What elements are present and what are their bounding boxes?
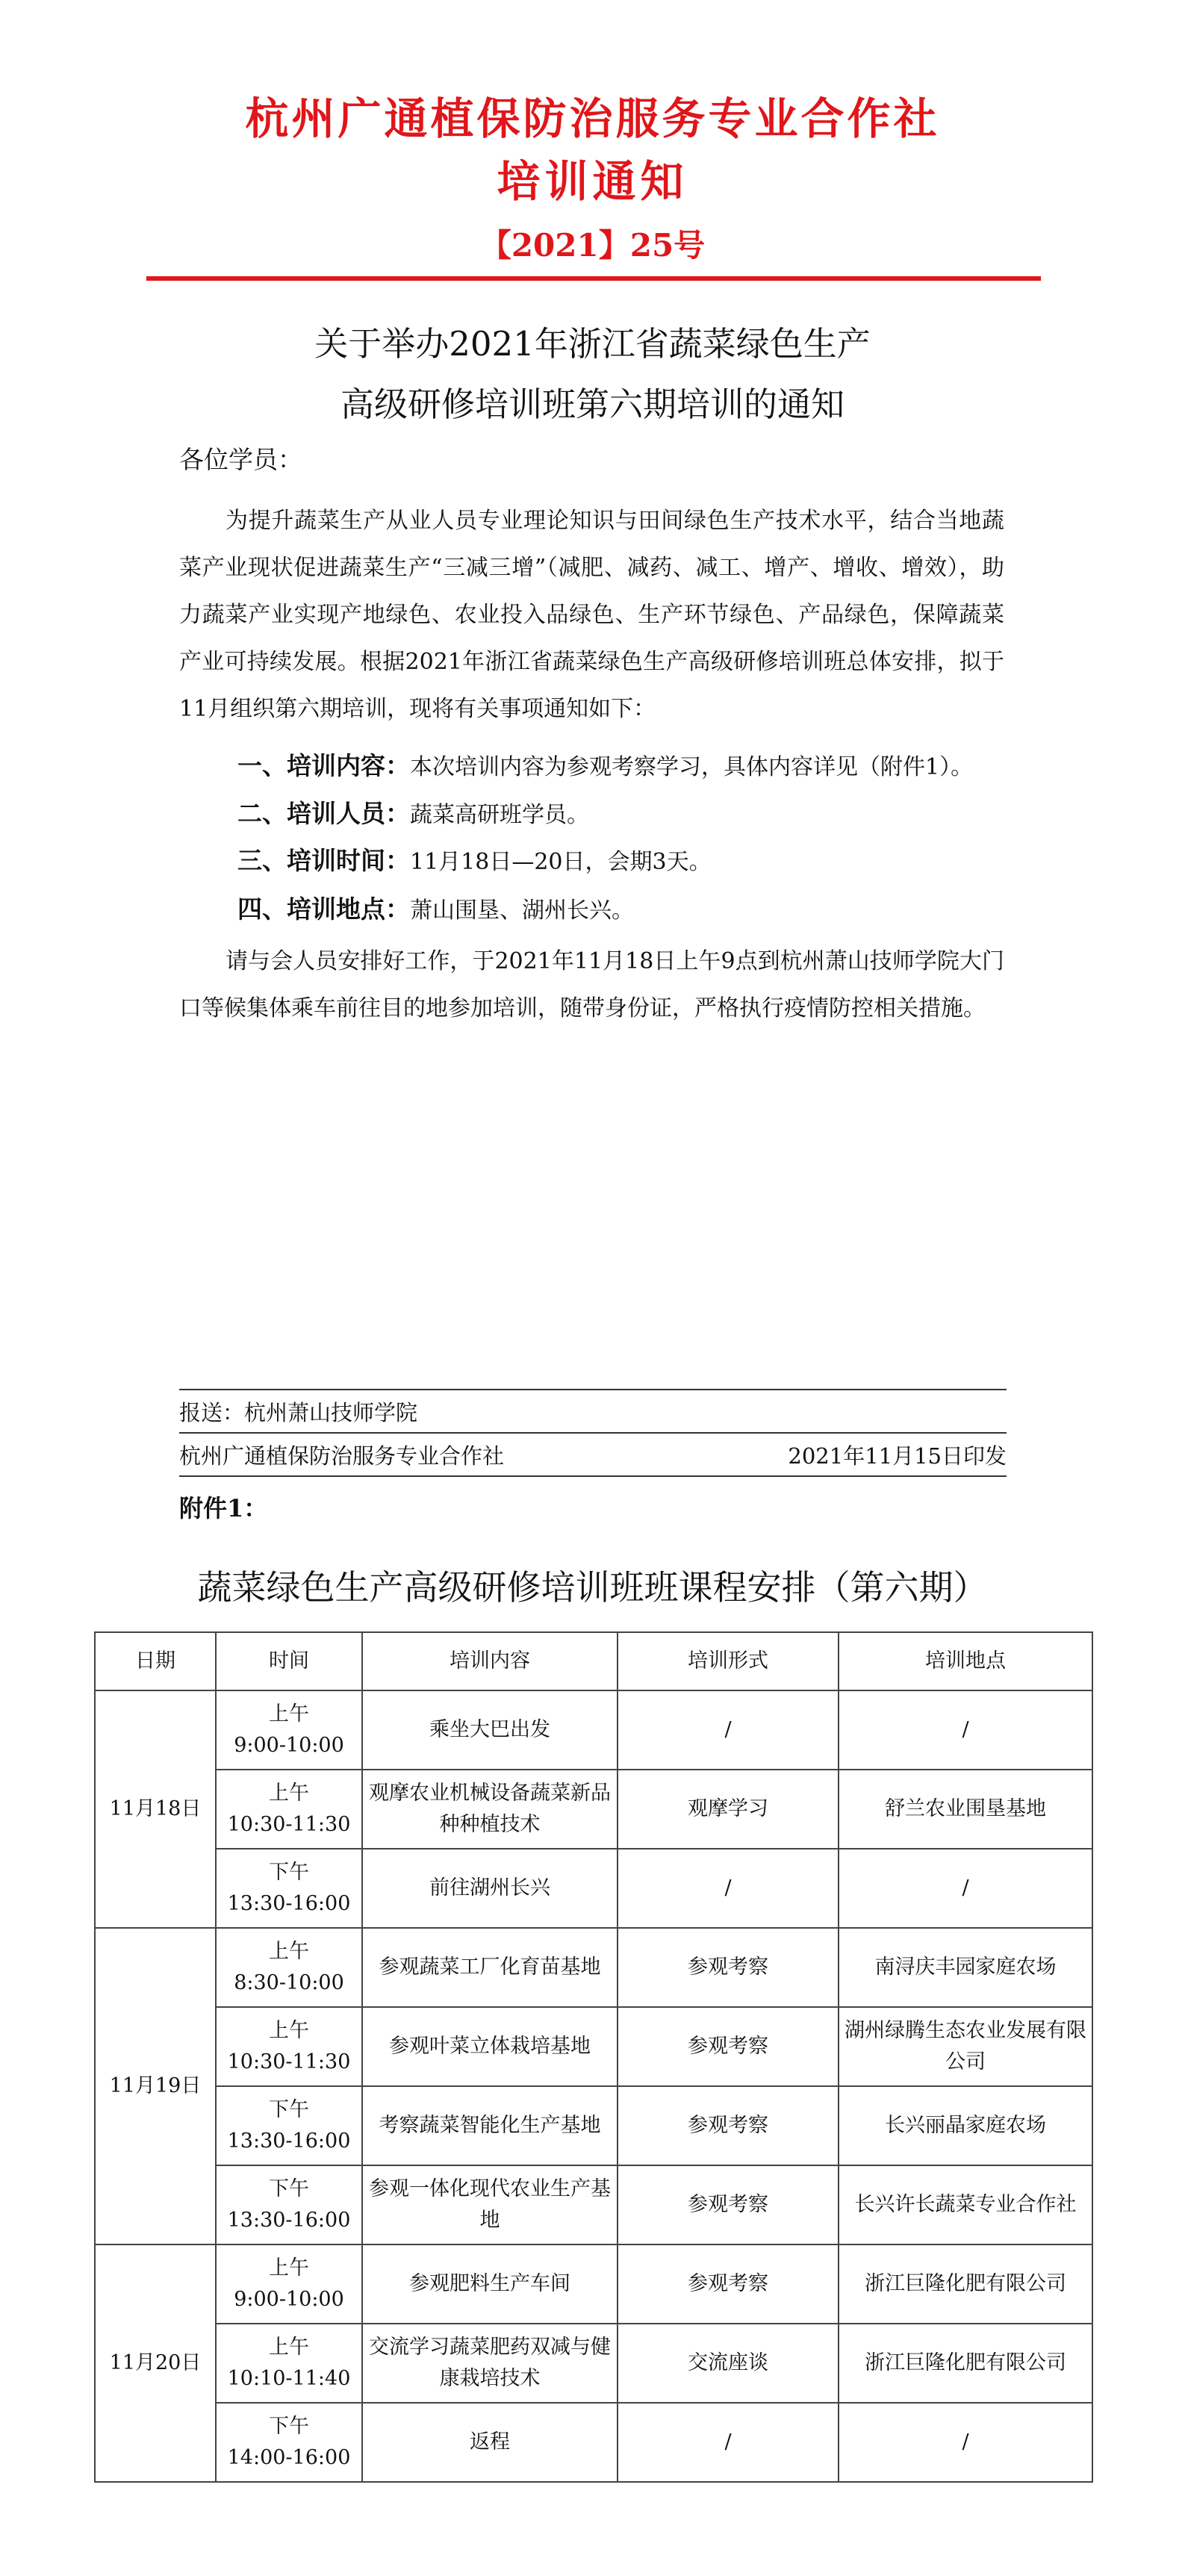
time-cell: 下午 14:00-16:00 bbox=[216, 2403, 362, 2482]
content-cell: 交流学习蔬菜肥药双减与健康栽培技术 bbox=[362, 2324, 618, 2403]
content-cell: 观摩农业机械设备蔬菜新品种种植技术 bbox=[362, 1770, 618, 1849]
table-row bbox=[95, 2007, 1092, 2086]
content-cell: 乘坐大巴出发 bbox=[362, 1690, 618, 1770]
table-row bbox=[95, 1928, 1092, 2007]
form-cell: / bbox=[618, 1849, 839, 1928]
date-cell: 11月19日 bbox=[95, 1928, 216, 2244]
form-cell: 观摩学习 bbox=[618, 1770, 839, 1849]
item-text: 蔬菜高研班学员。 bbox=[410, 802, 589, 828]
item-label: 一、培训内容： bbox=[237, 751, 410, 780]
time-cell: 上午 9:00-10:00 bbox=[216, 1690, 362, 1770]
form-cell: / bbox=[618, 2403, 839, 2482]
item-content bbox=[237, 747, 973, 782]
table-row bbox=[95, 2403, 1092, 2482]
table-row bbox=[95, 2324, 1092, 2403]
cc-line: 报送：杭州萧山技师学院 bbox=[179, 1400, 418, 1425]
form-cell: 参观考察 bbox=[618, 2165, 839, 2244]
item-label: 二、培训人员： bbox=[237, 799, 410, 828]
item-text: 11月18日—20日，会期3天。 bbox=[410, 849, 712, 875]
salutation: 各位学员： bbox=[179, 445, 302, 474]
content-cell: 参观肥料生产车间 bbox=[362, 2244, 618, 2324]
place-cell: 湖州绿腾生态农业发展有限公司 bbox=[839, 2007, 1092, 2086]
header-date: 日期 bbox=[95, 1632, 216, 1690]
place-cell: / bbox=[839, 1849, 1092, 1928]
table-row bbox=[95, 1690, 1092, 1770]
place-cell: 舒兰农业围垦基地 bbox=[839, 1770, 1092, 1849]
footer-rule-bottom bbox=[179, 1475, 1007, 1477]
place-cell: 长兴丽晶家庭农场 bbox=[839, 2086, 1092, 2165]
date-cell: 11月20日 bbox=[95, 2244, 216, 2482]
item-label: 四、培训地点： bbox=[237, 895, 410, 924]
header-form: 培训形式 bbox=[618, 1632, 839, 1690]
item-location bbox=[237, 890, 634, 925]
date-cell: 11月18日 bbox=[95, 1690, 216, 1928]
footer-rule-middle bbox=[179, 1432, 1007, 1434]
table-row bbox=[95, 2244, 1092, 2324]
schedule-table bbox=[94, 1631, 1093, 2483]
time-cell: 下午 13:30-16:00 bbox=[216, 2086, 362, 2165]
intro-paragraph: 为提升蔬菜生产从业人员专业理论知识与田间绿色生产技术水平，结合当地蔬菜产业现状促进蔬菜生产“三减三增”（减肥、减药、减工、增产、增收、增效），助力蔬菜产业实现产地绿色、农业投入品绿色、生产环节绿色、产品绿色，保障蔬菜产业可持续发展。根据2021年浙江省蔬菜绿色生产高级研修培训班总体安排，拟于11月组织第六期培训，现将有关事项通知如下： bbox=[179, 508, 1004, 722]
place-cell: / bbox=[839, 2403, 1092, 2482]
table-row bbox=[95, 2086, 1092, 2165]
item-text: 本次培训内容为参观考察学习，具体内容详见（附件1）。 bbox=[410, 754, 974, 780]
form-cell: 参观考察 bbox=[618, 2086, 839, 2165]
time-cell: 上午 9:00-10:00 bbox=[216, 2244, 362, 2324]
org-name: 杭州广通植保防治服务专业合作社 bbox=[245, 93, 940, 144]
place-cell: 长兴许长蔬菜专业合作社 bbox=[839, 2165, 1092, 2244]
closing-paragraph: 请与会人员安排好工作，于2021年11月18日上午9点到杭州萧山技师学院大门口等候集体乘车前往目的地参加培训，随带身份证，严格执行疫情防控相关措施。 bbox=[179, 948, 1004, 1021]
form-cell: 参观考察 bbox=[618, 2007, 839, 2086]
time-cell: 上午 10:10-11:40 bbox=[216, 2324, 362, 2403]
attachment-label: 附件1： bbox=[179, 1494, 268, 1522]
form-cell: 参观考察 bbox=[618, 2244, 839, 2324]
content-cell: 参观一体化现代农业生产基地 bbox=[362, 2165, 618, 2244]
time-cell: 上午 8:30-10:00 bbox=[216, 1928, 362, 2007]
doc-number: 【2021】25号 bbox=[479, 227, 706, 264]
notice-label: 培训通知 bbox=[497, 156, 688, 207]
form-cell: 参观考察 bbox=[618, 1928, 839, 2007]
content-cell: 参观蔬菜工厂化育苗基地 bbox=[362, 1928, 618, 2007]
table-row bbox=[95, 2165, 1092, 2244]
content-cell: 返程 bbox=[362, 2403, 618, 2482]
form-cell: 交流座谈 bbox=[618, 2324, 839, 2403]
table-row bbox=[95, 1770, 1092, 1849]
place-cell: 浙江巨隆化肥有限公司 bbox=[839, 2324, 1092, 2403]
footer-rule-top bbox=[179, 1389, 1007, 1390]
doc-title-line1: 关于举办2021年浙江省蔬菜绿色生产 bbox=[314, 324, 871, 364]
header-time: 时间 bbox=[216, 1632, 362, 1690]
header-content: 培训内容 bbox=[362, 1632, 618, 1690]
form-cell: / bbox=[618, 1690, 839, 1770]
doc-title-line2: 高级研修培训班第六期培训的通知 bbox=[340, 385, 845, 424]
red-divider bbox=[146, 276, 1041, 281]
issuer: 杭州广通植保防治服务专业合作社 bbox=[179, 1443, 505, 1469]
time-cell: 下午 13:30-16:00 bbox=[216, 2165, 362, 2244]
content-cell: 考察蔬菜智能化生产基地 bbox=[362, 2086, 618, 2165]
item-personnel bbox=[237, 794, 589, 830]
content-cell: 前往湖州长兴 bbox=[362, 1849, 618, 1928]
time-cell: 上午 10:30-11:30 bbox=[216, 1770, 362, 1849]
item-time bbox=[237, 841, 712, 877]
place-cell: / bbox=[839, 1690, 1092, 1770]
time-cell: 下午 13:30-16:00 bbox=[216, 1849, 362, 1928]
item-label: 三、培训时间： bbox=[237, 846, 410, 875]
table-header-row bbox=[95, 1632, 1092, 1690]
content-cell: 参观叶菜立体栽培基地 bbox=[362, 2007, 618, 2086]
header-place: 培训地点 bbox=[839, 1632, 1092, 1690]
schedule-title: 蔬菜绿色生产高级研修培训班班课程安排（第六期） bbox=[197, 1567, 988, 1608]
item-text: 萧山围垦、湖州长兴。 bbox=[410, 897, 634, 924]
print-date: 2021年11月15日印发 bbox=[788, 1443, 1007, 1469]
place-cell: 南浔庆丰园家庭农场 bbox=[839, 1928, 1092, 2007]
time-cell: 上午 10:30-11:30 bbox=[216, 2007, 362, 2086]
place-cell: 浙江巨隆化肥有限公司 bbox=[839, 2244, 1092, 2324]
table-row bbox=[95, 1849, 1092, 1928]
